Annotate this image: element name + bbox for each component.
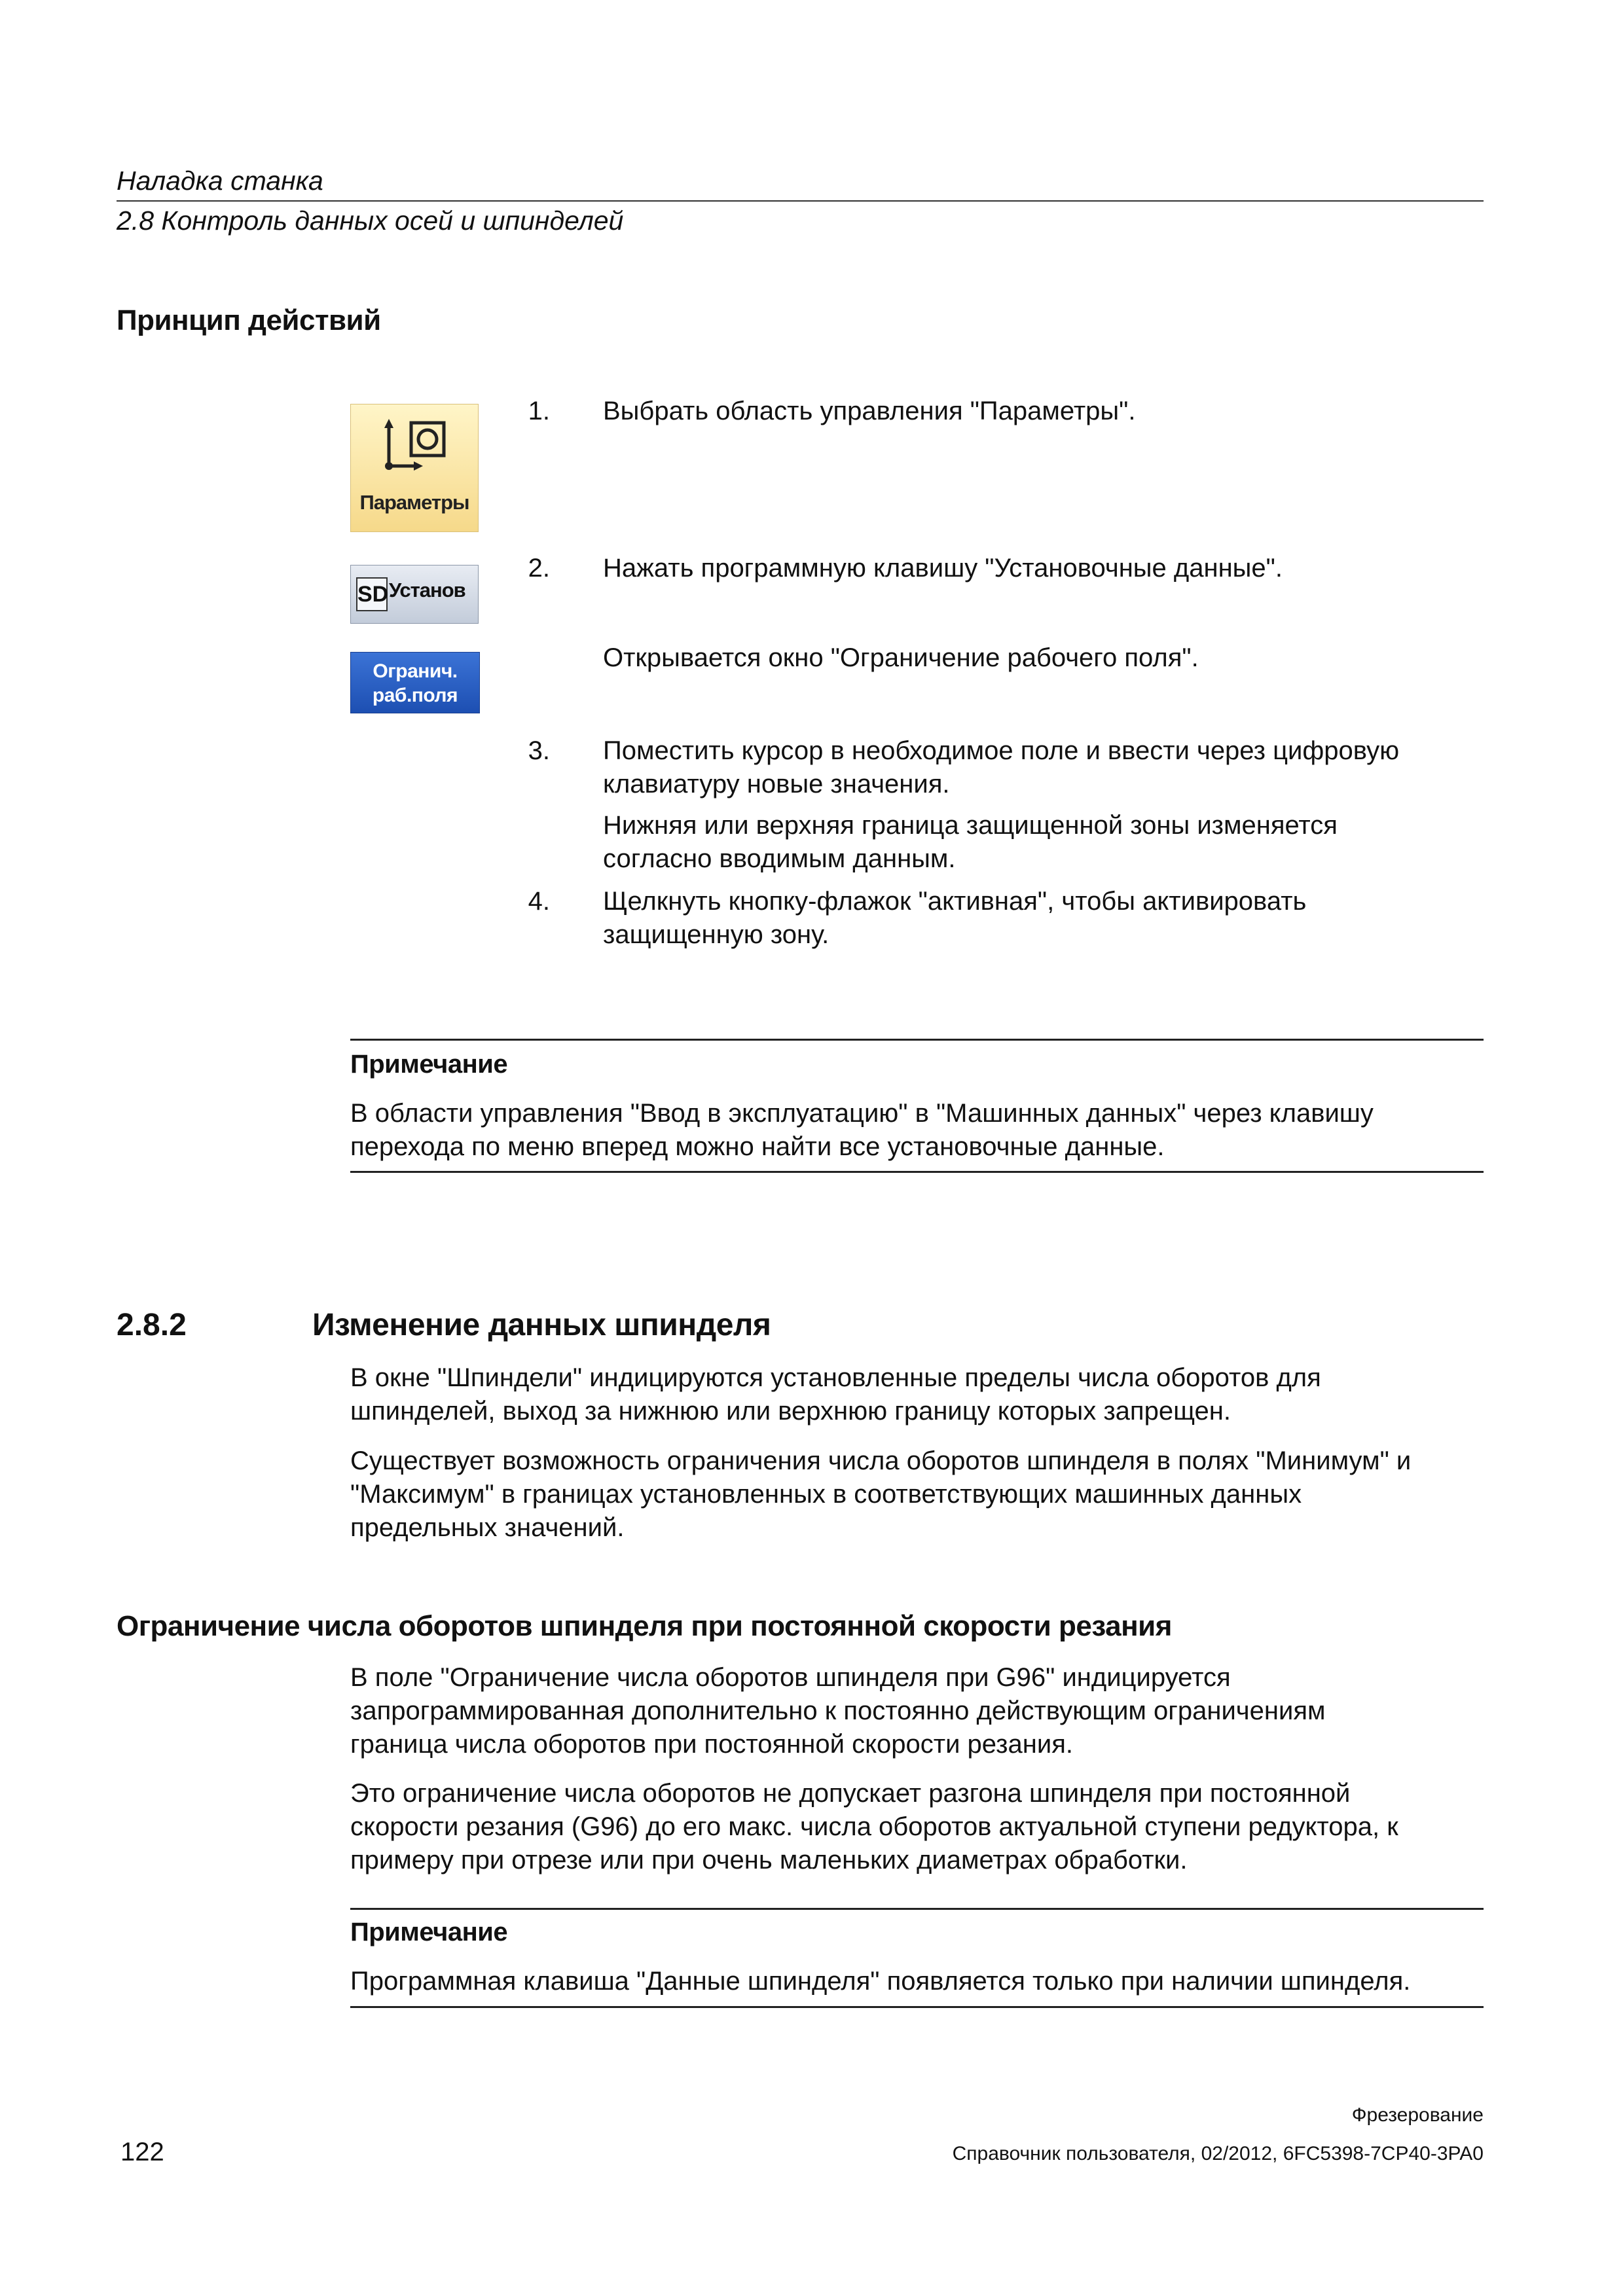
step-number: 4.: [528, 887, 550, 916]
header-section: 2.8 Контроль данных осей и шпинделей: [117, 206, 624, 236]
section-paragraph: [350, 1444, 1411, 1545]
note-bottom-rule: [350, 1171, 1484, 1173]
limit-paragraph: [350, 1661, 1325, 1761]
header-chapter: Наладка станка: [117, 166, 323, 196]
work-area-limit-label-line1: Огранич.: [373, 660, 458, 682]
step-text-line: Поместить курсор в необходимое поле и ввести через цифровую: [603, 736, 1400, 765]
step-number: 1.: [528, 397, 550, 425]
step-text-line: Нижняя или верхняя граница защищенной зоны изменяется: [603, 811, 1338, 840]
step-text: Нажать программную клавишу "Установочные данные".: [603, 554, 1283, 583]
work-area-limit-softkey-label: [351, 659, 479, 708]
step-text-line: согласно вводимым данным.: [603, 844, 956, 873]
axes-parameter-icon: [377, 419, 449, 471]
section-title: Изменение данных шпинделя: [312, 1308, 771, 1342]
paragraph-line: скорости резания (G96) до его макс. числа оборотов актуальной ступени редуктора, к: [350, 1812, 1398, 1841]
setting-data-softkey[interactable]: [350, 565, 479, 624]
paragraph-line: Существует возможность ограничения числа оборотов шпинделя в полях "Минимум" и: [350, 1446, 1412, 1475]
setting-data-softkey-label: Установ: [389, 579, 465, 601]
limit-paragraph: [350, 1777, 1398, 1877]
paragraph-line: Это ограничение числа оборотов не допускает разгона шпинделя при постоянной: [350, 1779, 1351, 1808]
step-text: [603, 809, 1338, 876]
paragraph-line: шпинделей, выход за нижнюю или верхнюю границу которых запрещен.: [350, 1397, 1231, 1426]
paragraph-line: В поле "Ограничение числа оборотов шпинделя при G96" индицируется: [350, 1663, 1231, 1692]
section-paragraph: [350, 1361, 1321, 1428]
work-area-limit-softkey[interactable]: [350, 652, 480, 713]
principle-heading: Принцип действий: [117, 304, 381, 336]
paragraph-line: граница числа оборотов при постоянной скорости резания.: [350, 1730, 1073, 1759]
step-number: 3.: [528, 736, 550, 765]
page-number: 122: [120, 2138, 164, 2166]
step-text: [603, 885, 1306, 952]
note-text-line: В области управления "Ввод в эксплуатацию" в "Машинных данных" через клавишу: [350, 1099, 1374, 1128]
parameters-softkey-label: Параметры: [359, 491, 469, 514]
step-text: Открывается окно "Ограничение рабочего поля".: [603, 643, 1199, 672]
paragraph-line: В окне "Шпиндели" индицируются установленные пределы числа оборотов для: [350, 1363, 1321, 1392]
note-text: Программная клавиша "Данные шпинделя" появляется только при наличии шпинделя.: [350, 1967, 1411, 1996]
note-title: Примечание: [350, 1050, 508, 1079]
section-number: 2.8.2: [117, 1308, 187, 1342]
step-text-line: защищенную зону.: [603, 920, 830, 949]
paragraph-line: "Максимум" в границах установленных в соответствующих машинных данных: [350, 1480, 1302, 1509]
sd-icon: SD: [356, 577, 388, 611]
note-top-rule: [350, 1039, 1484, 1041]
step-text: [603, 734, 1399, 801]
note-top-rule: [350, 1908, 1484, 1910]
note-text-line: перехода по меню вперед можно найти все установочные данные.: [350, 1132, 1165, 1161]
footer-manual: Справочник пользователя, 02/2012, 6FC5398-7CP40-3PA0: [952, 2143, 1484, 2164]
note-bottom-rule: [350, 2006, 1484, 2008]
step-text: Выбрать область управления "Параметры".: [603, 397, 1136, 425]
parameters-softkey[interactable]: [350, 404, 479, 532]
paragraph-line: запрограммированная дополнительно к постоянно действующим ограничениям: [350, 1696, 1326, 1725]
paragraph-line: предельных значений.: [350, 1513, 625, 1542]
step-text-line: Щелкнуть кнопку-флажок "активная", чтобы активировать: [603, 887, 1307, 916]
paragraph-line: примеру при отрезе или при очень маленьких диаметрах обработки.: [350, 1846, 1188, 1874]
limit-heading: Ограничение числа оборотов шпинделя при постоянной скорости резания: [117, 1610, 1172, 1642]
step-text-line: клавиатуру новые значения.: [603, 770, 950, 798]
note-title: Примечание: [350, 1918, 508, 1946]
work-area-limit-label-line2: раб.поля: [372, 685, 458, 706]
note-text: [350, 1097, 1374, 1164]
footer-product: Фрезерование: [1351, 2104, 1484, 2126]
step-number: 2.: [528, 554, 550, 583]
header-divider: [117, 200, 1484, 202]
